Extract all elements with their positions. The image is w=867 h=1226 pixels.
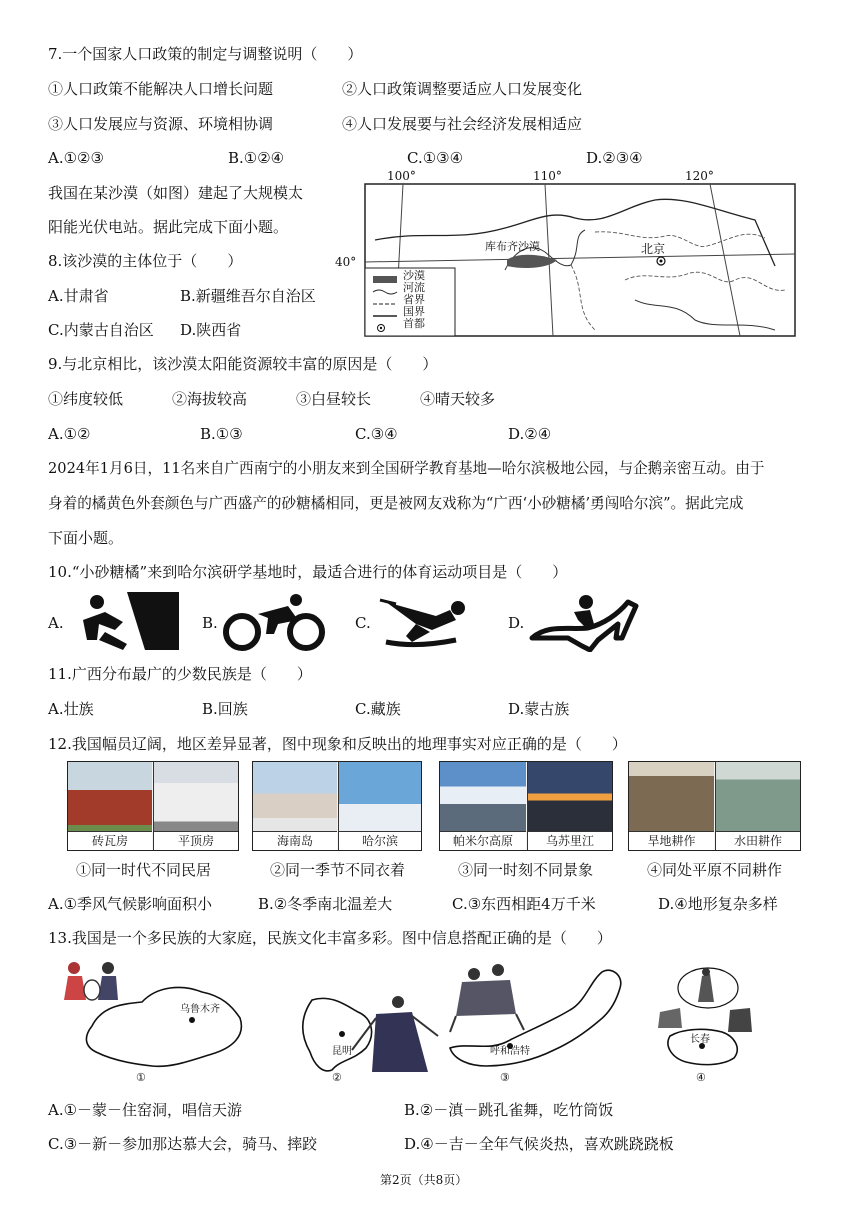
q12-stem: 12.我国幅员辽阔，地区差异显著，图中现象和反映出的地理事实对应正确的是（ ） bbox=[48, 735, 627, 753]
desert-intro-line1: 我国在某沙漠（如图）建起了大规模太 bbox=[48, 184, 304, 202]
photo-pair-houses bbox=[67, 761, 239, 851]
q7-choice-d[interactable]: D.②③④ bbox=[586, 149, 643, 167]
desert-map bbox=[335, 170, 797, 340]
q8-choice-c[interactable]: C.内蒙古自治区 bbox=[48, 321, 154, 339]
desert-intro-line2: 阳能光伏电站。据此完成下面小题。 bbox=[48, 218, 289, 236]
q9-choice-c[interactable]: C.③④ bbox=[355, 425, 398, 443]
q7-choice-a[interactable]: A.①②③ bbox=[48, 149, 104, 167]
caption-paddy-farming: 水田耕作 bbox=[715, 831, 800, 850]
q11-choice-b[interactable]: B.回族 bbox=[202, 700, 248, 718]
city-kunming: 昆明 bbox=[332, 1046, 352, 1057]
q9-choice-d[interactable]: D.②④ bbox=[508, 425, 552, 443]
q9-opt3: ③白昼较长 bbox=[296, 390, 372, 408]
map-desert-label: 库布齐沙漠 bbox=[485, 240, 540, 253]
caption-pamir-plateau: 帕米尔高原 bbox=[440, 831, 526, 850]
q9-opt1: ①纬度较低 bbox=[48, 390, 124, 408]
q7-stem: 7.一个国家人口政策的制定与调整说明（ ） bbox=[48, 45, 363, 63]
caption-brick-house: 砖瓦房 bbox=[68, 831, 152, 850]
map-num-2: ② bbox=[332, 1071, 342, 1084]
map-capital-label: 北京 bbox=[641, 242, 666, 256]
q12-label-1: ①同一时代不同民居 bbox=[76, 861, 212, 879]
q9-opt4: ④晴天较多 bbox=[420, 390, 496, 408]
legend-national-border: 国界 bbox=[403, 305, 425, 318]
q9-opt2: ②海拔较高 bbox=[172, 390, 248, 408]
q12-choice-b[interactable]: B.②冬季南北温差大 bbox=[258, 895, 393, 913]
province-map-4 bbox=[650, 962, 760, 1086]
q10-stem: 10.“小砂糖橘”来到哈尔滨研学基地时，最适合进行的体育运动项目是（ ） bbox=[48, 563, 568, 581]
q11-choice-a[interactable]: A.壮族 bbox=[48, 700, 94, 718]
caption-dry-farming: 旱地耕作 bbox=[629, 831, 714, 850]
q7-choice-c[interactable]: C.①③④ bbox=[407, 149, 464, 167]
q13-choice-b[interactable]: B.②－滇－跳孔雀舞，吃竹筒饭 bbox=[404, 1101, 614, 1119]
q12-label-3: ③同一时刻不同景象 bbox=[458, 861, 594, 879]
q9-choice-b[interactable]: B.①③ bbox=[200, 425, 243, 443]
q7-choice-b[interactable]: B.①②④ bbox=[228, 149, 285, 167]
photo-pair-clothing bbox=[252, 761, 422, 851]
q12-label-2: ②同一季节不同衣着 bbox=[270, 861, 406, 879]
equestrian-pictogram-icon bbox=[528, 594, 640, 652]
q9-stem: 9.与北京相比，该沙漠太阳能资源较丰富的原因是（ ） bbox=[48, 355, 438, 373]
q12-choice-a[interactable]: A.①季风气候影响面积小 bbox=[48, 895, 213, 913]
q13-stem: 13.我国是一个多民族的大家庭，民族文化丰富多彩。图中信息搭配正确的是（ ） bbox=[48, 929, 612, 947]
q13-choice-d[interactable]: D.④－吉－全年气候炎热，喜欢跳跷跷板 bbox=[404, 1135, 674, 1153]
caption-wusuli-river: 乌苏里江 bbox=[527, 831, 612, 850]
province-map-2 bbox=[292, 990, 442, 1086]
cycling-pictogram-icon bbox=[222, 594, 332, 652]
skiing-pictogram-icon bbox=[376, 596, 471, 650]
city-urumqi: 乌鲁木齐 bbox=[180, 1004, 220, 1015]
q10-choice-a[interactable]: A. bbox=[48, 614, 64, 632]
q7-opt2: ②人口政策调整要适应人口发展变化 bbox=[342, 80, 583, 98]
legend-river: 河流 bbox=[403, 281, 425, 294]
q12-choice-c[interactable]: C.③东西相距4万千米 bbox=[452, 895, 596, 913]
q11-stem: 11.广西分布最广的少数民族是（ ） bbox=[48, 665, 312, 683]
caption-harbin: 哈尔滨 bbox=[338, 831, 421, 850]
legend-capital: 首都 bbox=[403, 317, 425, 330]
q13-choice-c[interactable]: C.③－新－参加那达慕大会，骑马、摔跤 bbox=[48, 1135, 318, 1153]
map-num-1: ① bbox=[136, 1071, 146, 1084]
q12-choice-d[interactable]: D.④地形复杂多样 bbox=[658, 895, 778, 913]
map-lon-110: 110° bbox=[533, 169, 562, 183]
q8-choice-d[interactable]: D.陕西省 bbox=[180, 321, 242, 339]
q8-choice-b[interactable]: B.新疆维吾尔自治区 bbox=[180, 287, 316, 305]
page-footer: 第2页（共8页） bbox=[380, 1173, 468, 1187]
q9-choice-a[interactable]: A.①② bbox=[48, 425, 91, 443]
intro2-line3: 下面小题。 bbox=[48, 529, 124, 547]
intro2-line1: 2024年1月6日，11名来自广西南宁的小朋友来到全国研学教育基地—哈尔滨极地公园，与企鹅亲密互动。由于 bbox=[48, 460, 765, 477]
intro2-line2: 身着的橘黄色外套颜色与广西盛产的砂糖橘相同，更是被网友戏称为“广西‘小砂糖橘’勇闯哈尔滨”。据此完成 bbox=[48, 495, 744, 512]
map-num-4: ④ bbox=[696, 1071, 706, 1084]
q10-choice-d[interactable]: D. bbox=[508, 614, 525, 632]
q7-opt1: ①人口政策不能解决人口增长问题 bbox=[48, 80, 274, 98]
q11-choice-d[interactable]: D.蒙古族 bbox=[508, 700, 570, 718]
legend-desert: 沙漠 bbox=[403, 269, 425, 282]
map-num-3: ③ bbox=[500, 1071, 510, 1084]
q10-choice-b[interactable]: B. bbox=[202, 614, 218, 632]
photo-pair-farming bbox=[628, 761, 801, 851]
q13-choice-a[interactable]: A.①－蒙－住窑洞，唱信天游 bbox=[48, 1101, 243, 1119]
caption-flat-roof-house: 平顶房 bbox=[153, 831, 238, 850]
q11-choice-c[interactable]: C.藏族 bbox=[355, 700, 401, 718]
q7-opt3: ③人口发展应与资源、环境相协调 bbox=[48, 115, 274, 133]
q7-opt4: ④人口发展要与社会经济发展相适应 bbox=[342, 115, 583, 133]
q10-choice-c[interactable]: C. bbox=[355, 614, 371, 632]
city-changchun: 长春 bbox=[690, 1034, 710, 1045]
province-map-1 bbox=[62, 956, 252, 1086]
legend-province-border: 省界 bbox=[403, 293, 425, 306]
caption-hainan: 海南岛 bbox=[253, 831, 337, 850]
city-hohhot: 呼和浩特 bbox=[490, 1046, 530, 1057]
map-lat-40: 40° bbox=[335, 255, 357, 269]
q8-choice-a[interactable]: A.甘肃省 bbox=[48, 287, 109, 305]
climbing-pictogram-icon bbox=[75, 590, 181, 652]
map-lon-100: 100° bbox=[387, 169, 416, 183]
photo-pair-scenery bbox=[439, 761, 613, 851]
q12-label-4: ④同处平原不同耕作 bbox=[647, 861, 783, 879]
q8-stem: 8.该沙漠的主体位于（ ） bbox=[48, 252, 243, 270]
province-map-3 bbox=[440, 962, 640, 1086]
map-lon-120: 120° bbox=[685, 169, 714, 183]
